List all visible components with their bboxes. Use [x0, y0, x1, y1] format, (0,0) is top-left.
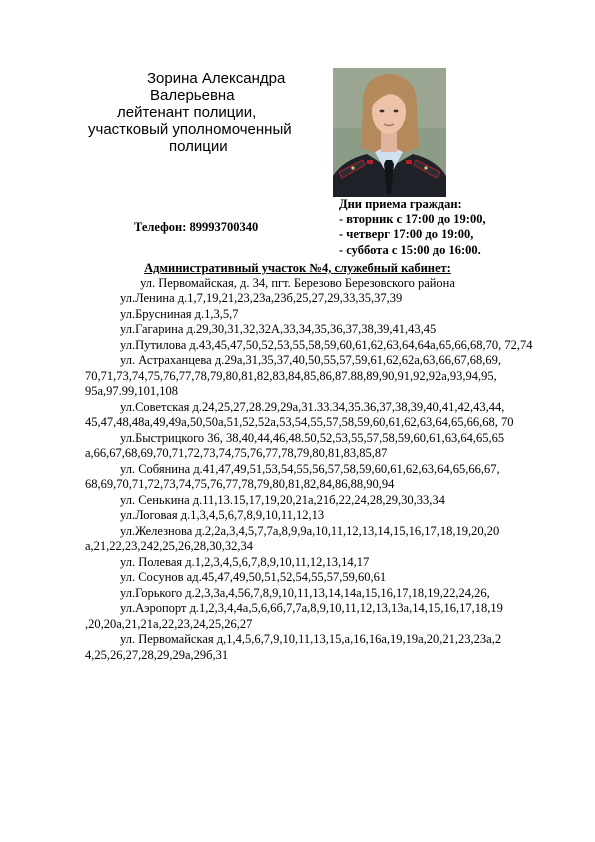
- officer-position-cont: полиции: [169, 138, 228, 155]
- street-entry: ул.Советская д.24,25,27,28.29,29а,31.33.34,35.36,37,38,39,40,41,42,43,44, 45,47,48,48а,49,49а,50,50а,51,52,52а,53,54,55,57,58,59,60,61,62,63,64,65,66,68, 70: [85, 399, 514, 429]
- street-entry: ул.Аэропорт д.1,2,3,4,4а,5,6,6б,7,7а,8,9,10,11,12,13,13а,14,15,16,17,18,19 ,20,20а,21,21а,22,23,24,25,26,27: [85, 601, 503, 631]
- street-entry: ул. Собянина д.41,47,49,51,53,54,55,56,57,58,59,60,61,62,63,64,65,66,67, 68,69,70,71,72,73,74,75,76,77,78,79,80,81,82,84,86,88,90,94: [85, 461, 500, 491]
- street-entry: ул. Сенькина д.11,13.15,17,19,20,21а,21б,22,24,28,29,30,33,34: [120, 492, 445, 507]
- officer-portrait-image: [333, 68, 446, 197]
- office-address: ул. Первомайская, д. 34, пгт. Березово Березовского района: [140, 276, 455, 290]
- officer-position: участковый уполномоченный: [88, 121, 292, 138]
- reception-title: Дни приема граждан:: [339, 197, 462, 211]
- phone-number: Телефон: 89993700340: [134, 220, 259, 234]
- officer-name-block: [60, 70, 370, 155]
- streets-list: [85, 291, 551, 663]
- street-entry: ул.Гагарина д.29,30,31,32,32А,33,34,35,36,37,38,39,41,43,45: [120, 322, 437, 336]
- street-entry: ул.Быстрицкого 36, 38,40,44,46,48.50,52,53,55,57,58,59,60,61,63,64,65,65 а,66,67,68,69,70,71,72,73,74,75,76,77,78,79,80,81,83,85,87: [85, 430, 505, 460]
- street-entry: ул. Сосунов ад.45,47,49,50,51,52,54,55,57,59,60,61: [120, 570, 387, 584]
- reception-schedule: [339, 197, 486, 258]
- reception-day: - вторник с 17:00 до 19:00,: [339, 212, 486, 227]
- street-entry: ул. Первомайская д,1,4,5,6,7,9,10,11,13,15,а,16,16а,19,19а,20,21,23,23а,2 4,25,26,27,28,29,29а,29б,31: [85, 632, 502, 662]
- officer-photo: [333, 68, 446, 197]
- officer-patronymic: Валерьевна: [150, 87, 235, 104]
- street-entry: ул.Железнова д.2,2а,3,4,5,7,7а,8,9,9а,10,11,12,13,14,15,16,17,18,19,20,20 а,21,22,23,242,25,26,28,30,32,34: [85, 523, 500, 553]
- street-entry: ул. Полевая д.1,2,3,4,5,6,7,8,9,10,11,12,13,14,17: [120, 554, 370, 569]
- district-title: Административный участок №4, служебный кабинет:: [144, 261, 451, 275]
- street-entry: ул. Астраханцева д.29а,31,35,37,40,50,55,57,59,61,62,62а,63,66,67,68,69, 70,71,73,74,75,76,77,78,79,80,81,82,83,84,85,86,87.88,89,90,91,92,92а,93,94,95, 95а,97.99,101,108: [85, 353, 502, 398]
- street-entry: ул.Путилова д.43,45,47,50,52,53,55,58,59,60,61,62,63,64,64а,65,66,68,70, 72,74: [120, 337, 533, 352]
- street-entry: ул.Горького д.2,3,3а,4,56,7,8,9,10,11,13,14,14а,15,16,17,18,19,22,24,26,: [120, 585, 490, 600]
- officer-rank: лейтенант полиции,: [117, 104, 257, 121]
- reception-day: - суббота с 15:00 до 16:00.: [339, 242, 481, 257]
- street-entry: ул.Ленина д.1,7,19,21,23,23а,23б,25,27,29,33,35,37,39: [120, 291, 403, 305]
- officer-surname-name: Зорина Александра: [147, 70, 286, 87]
- street-entry: ул.Брусниная д.1,3,5,7: [120, 306, 239, 321]
- reception-day: - четверг 17:00 до 19:00,: [339, 227, 474, 242]
- street-entry: ул.Логовая д.1,3,4,5,6,7,8,9,10,11,12,13: [120, 508, 325, 522]
